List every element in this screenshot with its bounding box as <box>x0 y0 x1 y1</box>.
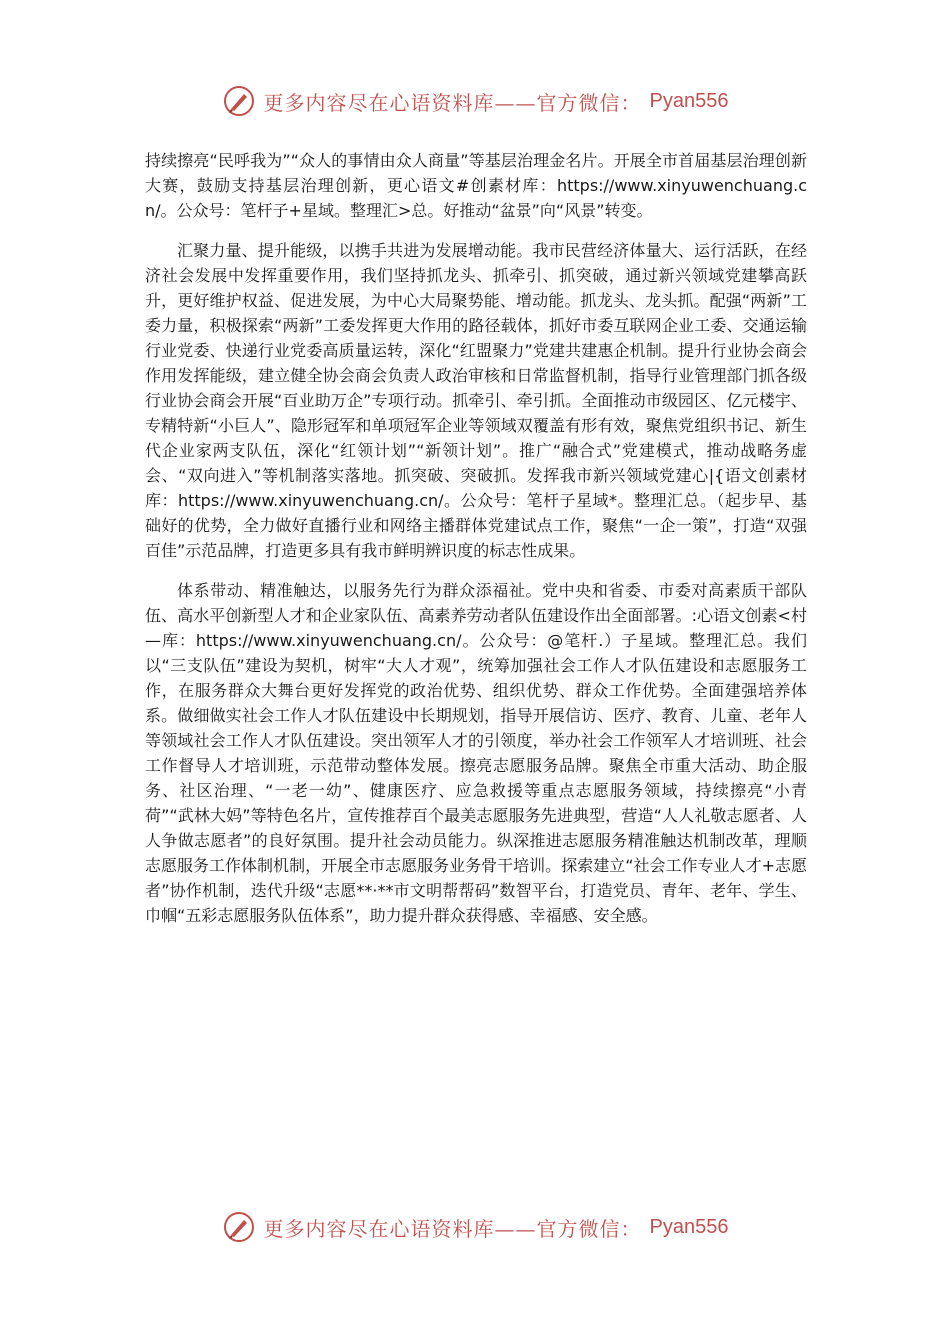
paragraph-2: 汇聚力量、提升能级，以携手共进为发展增动能。我市民营经济体量大、运行活跃，在经济社会发展中发挥重要作用，我们坚持抓龙头、抓牵引、抓突破，通过新兴领域党建攀高跃升，更好维护权益、促进发展，为中心大局聚势能、增动能。抓龙头、龙头抓。配强“两新”工委力量，积极探索“两新”工委发挥更大作用的路径载体，抓好市委互联网企业工委、交通运输行业党委、快递行业党委高质量运转，深化“红盟聚力”党建共建惠企机制。提升行业协会商会作用发挥能级，建立健全协会商会负责人政治审核和日常监督机制，指导行业管理部门抓各级行业协会商会开展“百业助万企”专项行动。抓牵引、牵引抓。全面推动市级园区、亿元楼宇、专精特新“小巨人”、隐形冠军和单项冠军企业等领域双覆盖有形有效，聚焦党组织书记、新生代企业家两支队伍，深化“红领计划”“新领计划”。推广“融合式”党建模式，推动战略务虚会、“双向进入”等机制落实落地。抓突破、突破抓。发挥我市新兴领域党建心|{语文创素材库：https://www.xinyuwenchuang.cn/。公众号：笔杆子星域*。整理汇总。（起步早、基础好的优势，全力做好直播行业和网络主播群体党建试点工作，聚焦“一企一策”，打造“双强百佳”示范品牌，打造更多具有我市鲜明辨识度的标志性成果。 <box>145 241 807 560</box>
header-banner-wechat-id: Pyan556 <box>649 89 729 112</box>
paragraph-3: 体系带动、精准触达，以服务先行为群众添福祉。党中央和省委、市委对高素质干部队伍、高水平创新型人才和企业家队伍、高素养劳动者队伍建设作出全面部署。:心语文创素<村—库：https://www.xinyuwenchuang.cn/。公众号：@笔杆.）子星域。整理汇总。我们以“三支队伍”建设为契机，树牢“大人才观”，统筹加强社会工作人才队伍建设和志愿服务工作，在服务群众大舞台更好发挥党的政治优势、组织优势、群众工作优势。全面建强培养体系。做细做实社会工作人才队伍建设中长期规划，指导开展信访、医疗、教育、儿童、老年人等领域社会工作人才队伍建设。突出领军人才的引领度，举办社会工作领军人才培训班、社会工作督导人才培训班，示范带动整体发展。擦亮志愿服务品牌。聚焦全市重大活动、助企服务、社区治理、“一老一幼”、健康医疗、应急救援等重点志愿服务领域，持续擦亮“小青荷”“武林大妈”等特色名片，宣传推荐百个最美志愿服务先进典型，营造“人人礼敬志愿者、人人争做志愿者”的良好氛围。提升社会动员能力。纵深推进志愿服务精准触达机制改革，理顺志愿服务工作体制机制，开展全市志愿服务业务骨干培训。探索建立“社会工作专业人才+志愿者”协作机制，迭代升级“志愿**·**市文明帮帮码”数智平台，打造党员、青年、老年、学生、巾帼“五彩志愿服务队伍体系”，助力提升群众获得感、幸福感、安全感。 <box>145 581 807 925</box>
paragraph-1: 持续擦亮“民呼我为”“众人的事情由众人商量”等基层治理金名片。开展全市首届基层治理创新大赛，鼓励支持基层治理创新，更心语文#创素材库：https://www.xinyuwenchuang.cn/。公众号：笔杆子+星域。整理汇>总。好推动“盆景”向“风景”转变。 <box>145 151 807 220</box>
footer-watermark-banner <box>0 1210 950 1244</box>
footer-banner-text: 更多内容尽在心语资料库——官方微信： <box>263 1216 642 1241</box>
header-watermark-banner <box>0 84 950 118</box>
document-body <box>145 148 807 943</box>
pen-logo-icon <box>222 1210 256 1244</box>
footer-banner-wechat-id: Pyan556 <box>649 1215 729 1238</box>
header-banner-text: 更多内容尽在心语资料库——官方微信： <box>263 90 642 115</box>
pen-logo-icon <box>222 84 256 118</box>
